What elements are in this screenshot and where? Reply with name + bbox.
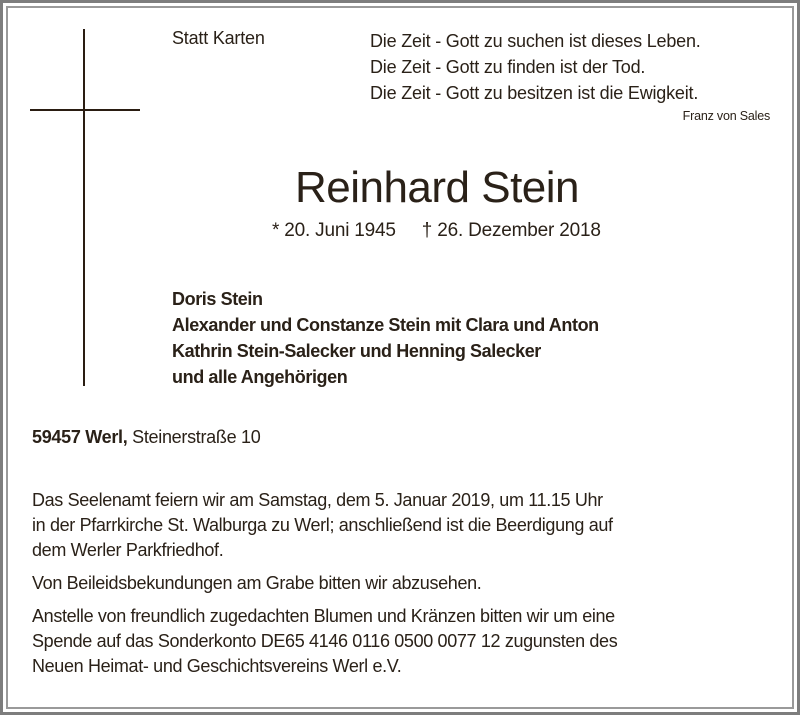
quote-line: Die Zeit - Gott zu finden ist der Tod. — [370, 57, 646, 77]
address — [32, 427, 260, 448]
address-street: Steinerstraße 10 — [132, 427, 261, 447]
mourner: und alle Angehörigen — [172, 367, 348, 387]
text-line: Von Beileidsbekundungen am Grabe bitten wir abzusehen. — [32, 573, 482, 593]
text-line: Anstelle von freundlich zugedachten Blumen und Kränzen bitten wir um eine — [32, 606, 615, 626]
text-line: Das Seelenamt feiern wir am Samstag, dem 5. Januar 2019, um 11.15 Uhr — [32, 490, 603, 510]
mourner: Alexander und Constanze Stein mit Clara und Anton — [172, 315, 599, 335]
mourners-list — [172, 286, 599, 390]
text-line: in der Pfarrkirche St. Walburga zu Werl; anschließend ist die Beerdigung auf — [32, 515, 613, 535]
address-city: 59457 Werl, — [32, 427, 128, 447]
notice-body — [32, 488, 772, 687]
mourner: Doris Stein — [172, 289, 263, 309]
donation-paragraph — [32, 604, 772, 679]
text-line: Spende auf das Sonderkonto DE65 4146 0116 0500 0077 12 zugunsten des — [32, 631, 618, 651]
statt-karten-label: Statt Karten — [172, 28, 265, 48]
cross-icon-bar — [30, 109, 140, 111]
quote-block — [370, 28, 772, 125]
mourner: Kathrin Stein-Salecker und Henning Salecker — [172, 341, 541, 361]
birth-date: * 20. Juni 1945 — [272, 220, 396, 241]
quote-author: Franz von Sales — [682, 109, 770, 123]
quote-line: Die Zeit - Gott zu suchen ist dieses Leben. — [370, 31, 701, 51]
funeral-paragraph — [32, 488, 772, 563]
deceased-name: Reinhard Stein — [294, 163, 580, 212]
quote-line: Die Zeit - Gott zu besitzen ist die Ewigkeit. — [370, 83, 699, 103]
text-line: dem Werler Parkfriedhof. — [32, 540, 224, 560]
text-line: Neuen Heimat- und Geschichtsvereins Werl e.V. — [32, 656, 402, 676]
life-dates — [272, 220, 601, 242]
death-date: † 26. Dezember 2018 — [421, 220, 601, 241]
condolence-paragraph — [32, 571, 772, 596]
